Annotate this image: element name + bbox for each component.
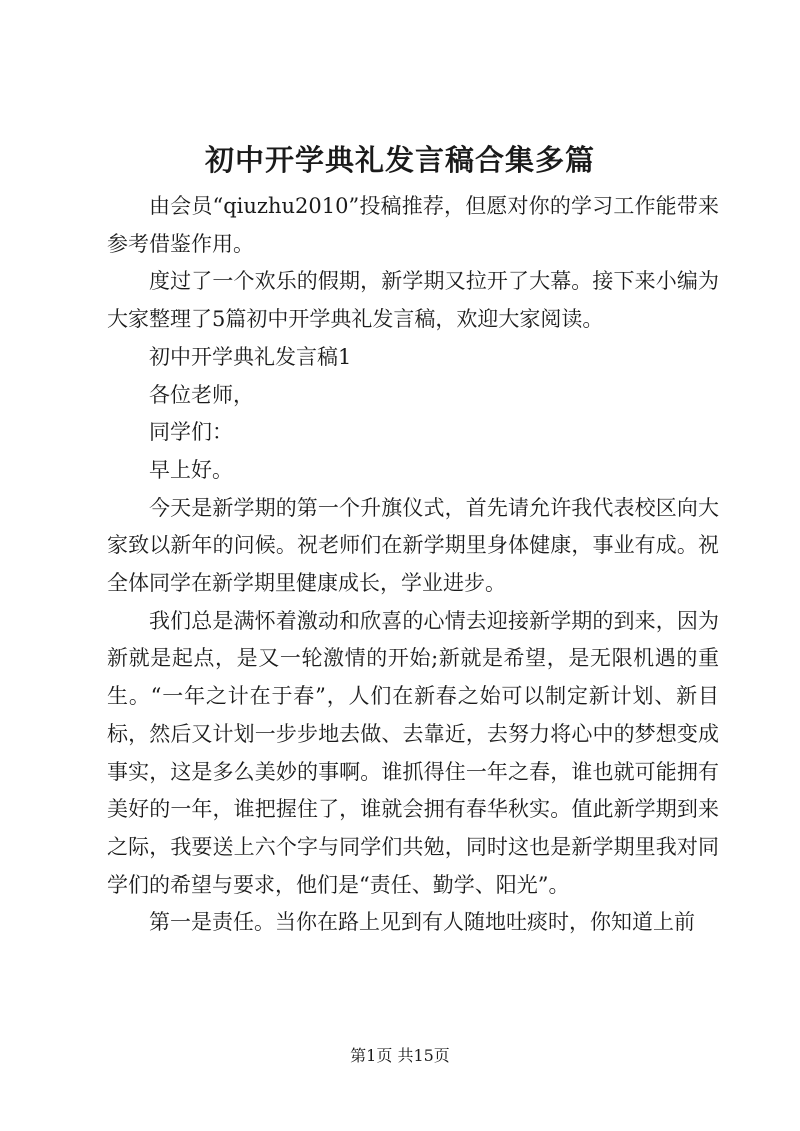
salutation-teachers: 各位老师， [149,382,254,407]
paragraph-body-2: 我们总是满怀着激动和欣喜的心情去迎接新学期的到来，因为新就是起点，是又一轮激情的开始;新就是希望，是无限机遇的重生。“一年之计在于春”，人们在新春之始可以制定新计划、新目标，然后又计划一步步地去做、去靠近，去努力将心中的梦想变成事实，这是多么美妙的事啊。谁抓得住一年之春，谁也就可能拥有美好的一年，谁把握住了，谁就会拥有春华秋实。值此新学期到来之际，我要送上六个字与同学们共勉，同时这也是新学期里我对同学们的希望与要求，他们是“责任、勤学、阳光”。 [107,608,719,897]
paragraph-intro: 度过了一个欢乐的假期，新学期又拉开了大幕。接下来小编为大家整理了5篇初中开学典礼发言稿，欢迎大家阅读。 [107,269,719,332]
greeting: 早上好。 [149,457,233,482]
paragraph-body-1: 今天是新学期的第一个升旗仪式，首先请允许我代表校区向大家致以新年的问候。祝老师们在新学期里身体健康，事业有成。祝全体同学在新学期里健康成长，学业进步。 [107,495,719,596]
document-body [107,188,719,942]
salutation-students: 同学们： [149,420,233,445]
section-heading: 初中开学典礼发言稿1 [149,344,352,369]
document-title: 初中开学典礼发言稿合集多篇 [204,143,595,177]
paragraph-intro-note: 由会员“qiuzhu2010”投稿推荐，但愿对你的学习工作能带来参考借鉴作用。 [107,194,719,256]
paragraph-body-3: 第一是责任。当你在路上见到有人随地吐痰时，你知道上前 [149,910,695,935]
page-footer: 第1页 共15页 [350,1046,450,1065]
